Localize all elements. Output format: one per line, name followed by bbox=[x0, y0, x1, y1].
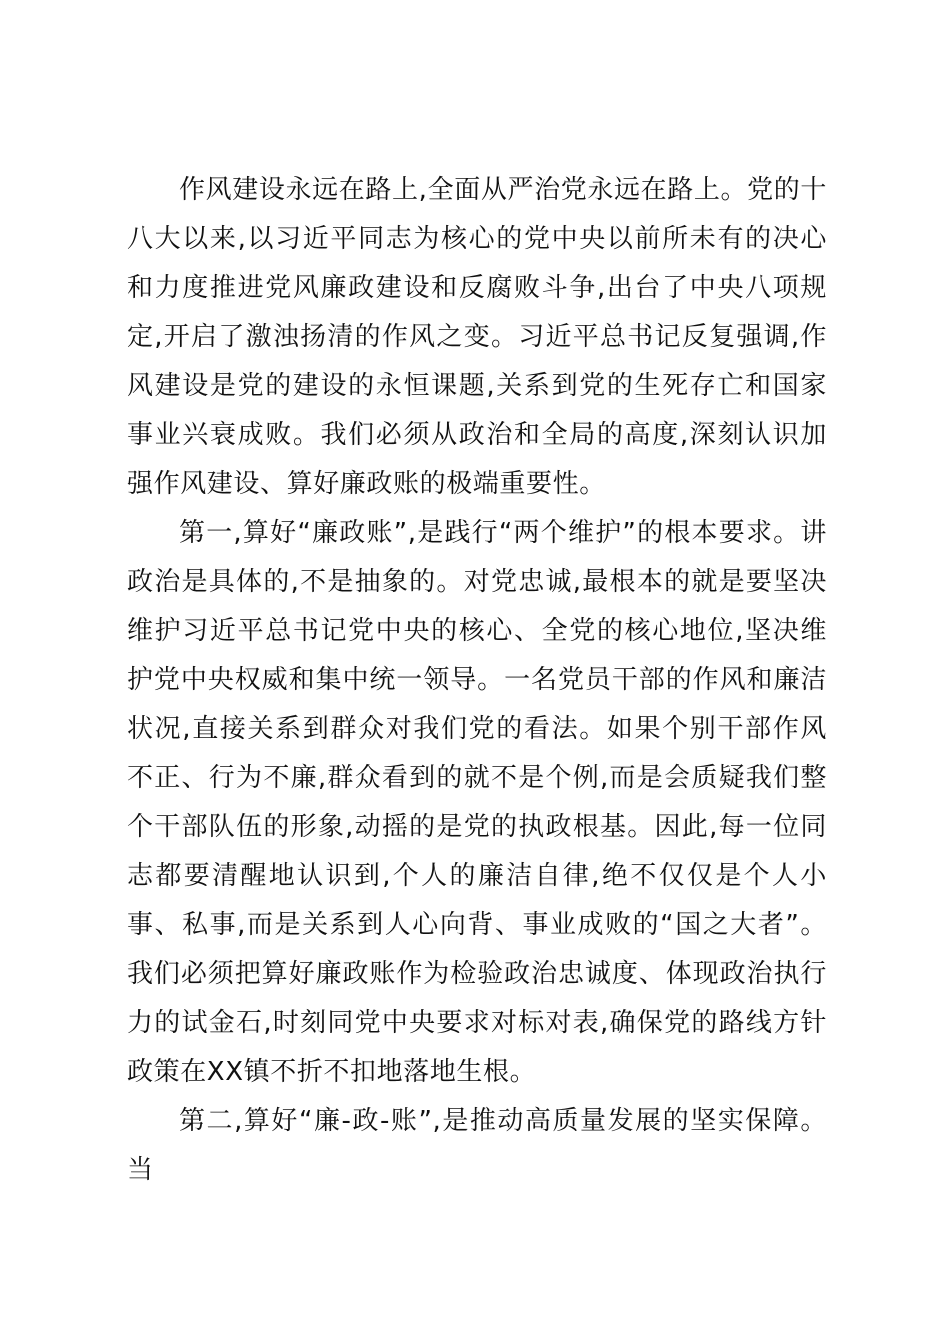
paragraph-intro: 作风建设永远在路上,全面从严治党永远在路上。党的十八大以来,以习近平同志为核心的党中央以前所未有的决心和力度推进党风廉政建设和反腐败斗争,出台了中央八项规定,开启了激浊扬清的作风之变。习近平总书记反复强调,作风建设是党的建设的永恒课题,关系到党的生死存亡和国家事业兴衰成败。我们必须从政治和全局的高度,深刻认识加强作风建设、算好廉政账的极端重要性。 bbox=[127, 175, 827, 499]
paragraph-point-two: 第二,算好“廉-政-账”,是推动高质量发展的坚实保障。当 bbox=[127, 1106, 827, 1185]
paragraph-point-one: 第一,算好“廉政账”,是践行“两个维护”的根本要求。讲政治是具体的,不是抽象的。对党忠诚,最根本的就是要坚决维护习近平总书记党中央的核心、全党的核心地位,坚决维护党中央权威和集中统一领导。一名党员干部的作风和廉洁状况,直接关系到群众对我们党的看法。如果个别干部作风不正、行为不廉,群众看到的就不是个例,而是会质疑我们整个干部队伍的形象,动摇的是党的执政根基。因此,每一位同志都要清醒地认识到,个人的廉洁自律,绝不仅仅是个人小事、私事,而是关系到人心向背、事业成败的“国之大者”。我们必须把算好廉政账作为检验政治忠诚度、体现政治执行力的试金石,时刻同党中央要求对标对表,确保党的路线方针政策在XX镇不折不扣地落地生根。 bbox=[127, 518, 827, 1087]
document-body bbox=[127, 166, 827, 1195]
